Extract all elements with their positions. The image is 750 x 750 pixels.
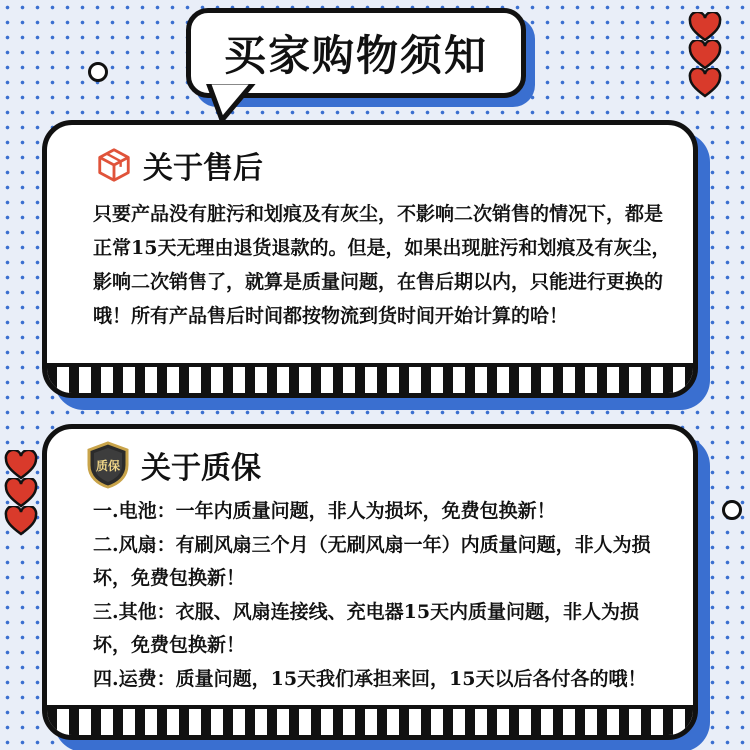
heart-icon: [4, 450, 38, 480]
heart-icon: [688, 40, 722, 70]
ring-decoration: [722, 500, 742, 520]
box-icon: [95, 146, 133, 184]
card-stripe-decoration: [47, 705, 693, 735]
warranty-badge-text: 质保: [95, 459, 121, 473]
heart-icon: [4, 506, 38, 536]
list-item: 三.其他：衣服、风扇连接线、充电器15天内质量问题，非人为损坏，免费包换新！: [93, 600, 640, 656]
warranty-title: 关于质保: [141, 451, 261, 486]
after-sales-header: [95, 143, 263, 187]
heart-icon: [688, 12, 722, 42]
list-item: 二.风扇：有刷风扇三个月（无刷风扇一年）内质量问题，非人为损坏，免费包换新！: [93, 533, 651, 589]
warranty-header: [85, 441, 261, 489]
ring-decoration: [88, 62, 108, 82]
speech-tail-icon: [200, 84, 270, 124]
warranty-card: [42, 424, 698, 740]
list-item: 一.电池：一年内质量问题，非人为损坏，免费包换新！: [93, 500, 556, 522]
card-stripe-decoration: [47, 363, 693, 393]
after-sales-card: [42, 120, 698, 398]
page-title: 买家购物须知: [223, 31, 488, 80]
heart-icon: [4, 478, 38, 508]
list-item: 四.运费：质量问题，15天我们承担来回，15天以后各付各的哦！: [93, 667, 647, 690]
after-sales-text: 只要产品没有脏污和划痕及有灰尘，不影响二次销售的情况下，都是正常15天无理由退货退款的。但是，如果出现脏污和划痕及有灰尘，影响二次销售了，就算是质量问题，在售后期以内，只能进行更换的哦！所有产品售后时间都按物流到货时间开始计算的哈！: [93, 203, 671, 327]
after-sales-title: 关于售后: [143, 151, 263, 186]
warranty-list: [93, 495, 673, 696]
warranty-shield-icon: [85, 441, 131, 489]
heart-icon: [688, 68, 722, 98]
